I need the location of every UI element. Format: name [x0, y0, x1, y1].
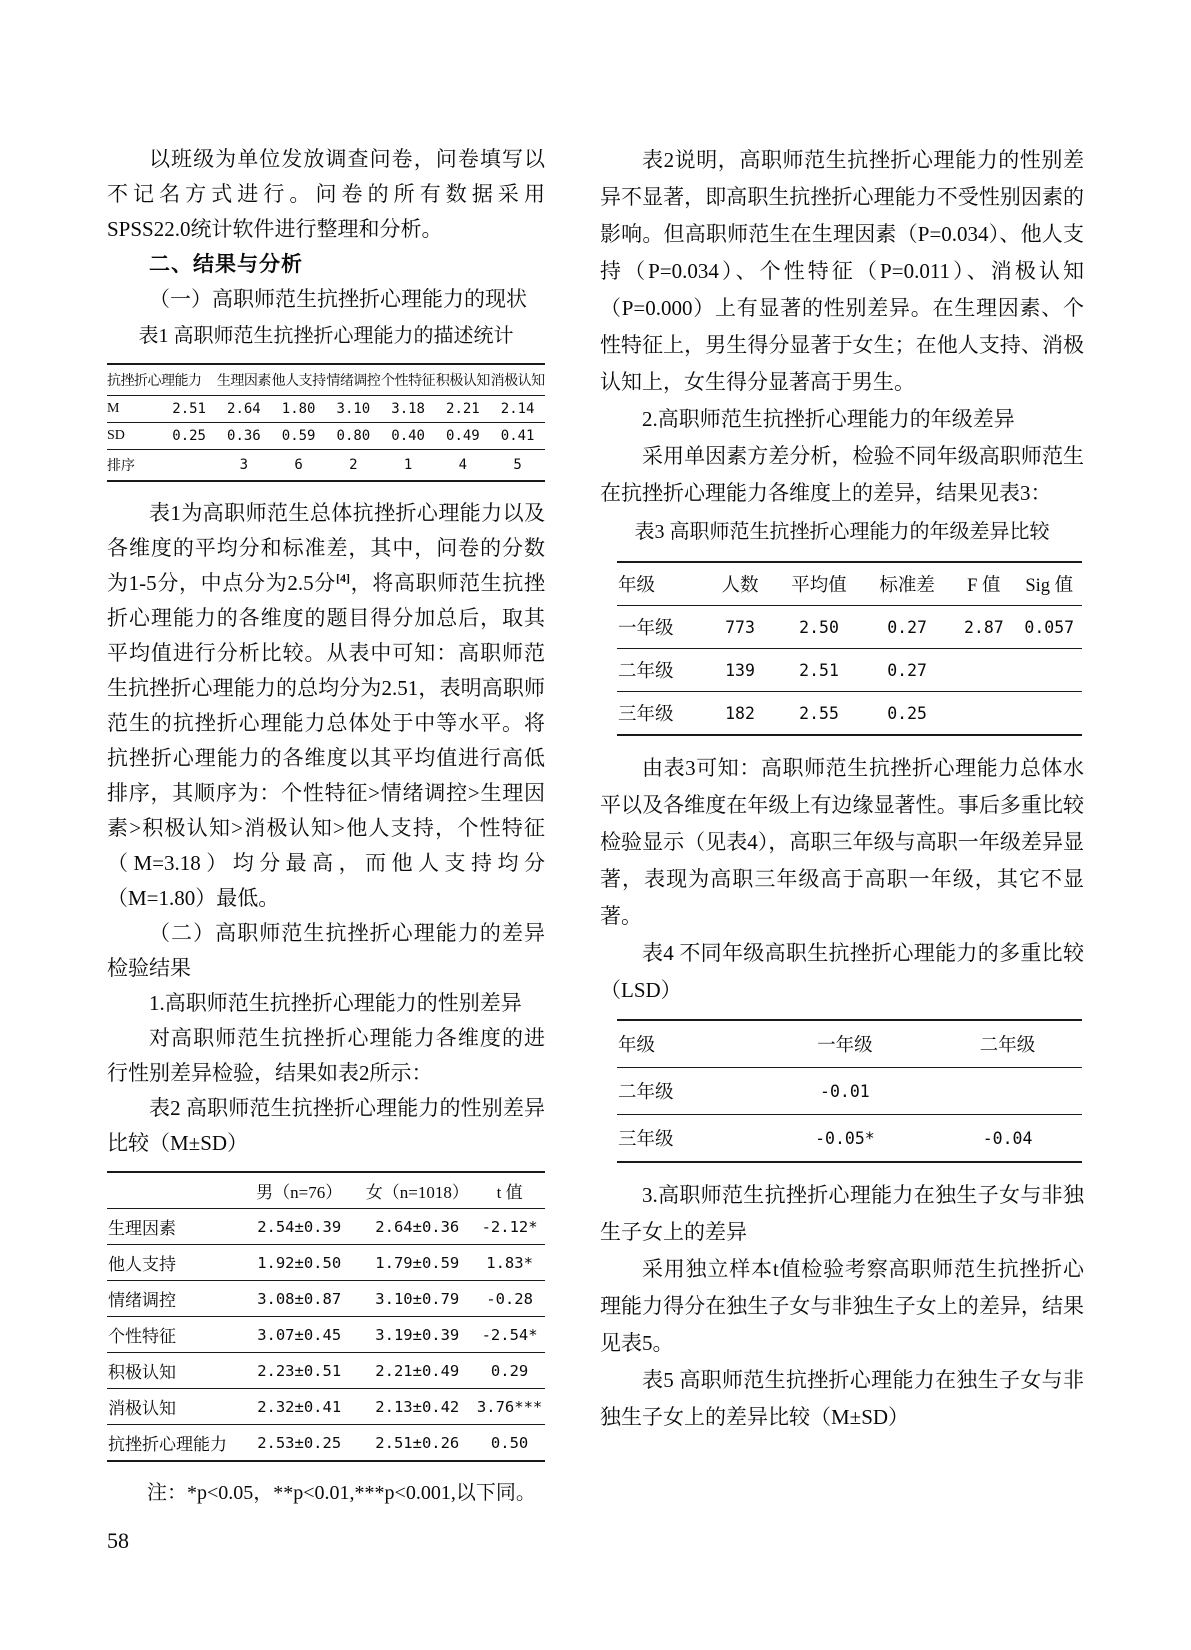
table2-caption: 表2 高职师范生抗挫折心理能力的性别差异比较（M±SD）: [107, 1096, 545, 1155]
text-segment: ，将高职师范生抗挫折心理能力的各维度的题目得分加总后，取其平均值进行分析比较。从表中可知：高职师范生抗挫折心理能力的总均分为2.51，表明高职师范生的抗挫折心理能力总体处于中等水平。将抗挫折心理能力的各维度以其平均值进行高低排序，其顺序为：个性特征>情绪调控>生理因素>积极认知>消极认知>他人支持，个性特征（M=3.18）均分最高，而他人支持均分（M=1.80）最低。: [107, 571, 545, 910]
table-header-row: [107, 364, 545, 396]
row-label: SD: [107, 423, 162, 450]
table-cell: 2.51±0.26: [360, 1425, 474, 1462]
table-cell: 0.25: [162, 423, 217, 450]
row-label: 三年级: [617, 1115, 757, 1163]
table-row: [107, 1425, 545, 1462]
column-header: 女（n=1018）: [360, 1172, 474, 1209]
left-column: [107, 142, 545, 1511]
citation-reference: [4]: [335, 571, 350, 585]
table-row: [617, 649, 1082, 692]
table-row: [107, 450, 545, 482]
table-cell: 2.14: [490, 396, 545, 423]
table-cell: -2.12*: [474, 1209, 545, 1245]
table-cell: 3.76***: [474, 1389, 545, 1425]
table-cell: 1.92±0.50: [238, 1245, 360, 1281]
column-header: 他人支持: [271, 364, 326, 396]
table-cell: 2.87: [951, 606, 1016, 649]
row-label: 二年级: [617, 649, 705, 692]
table4-lsd-multiple-comparison: [617, 1019, 1082, 1163]
table-row: [617, 692, 1082, 736]
table-row: [107, 1317, 545, 1353]
table-row: [107, 396, 545, 423]
column-header: 男（n=76）: [238, 1172, 360, 1209]
table-header-row: [107, 1172, 545, 1209]
right-column: [600, 142, 1084, 1436]
column-header: [107, 1172, 238, 1209]
subsection-heading-current-status: （一）高职师范生抗挫折心理能力的现状: [149, 287, 527, 311]
row-label: 他人支持: [107, 1245, 238, 1281]
paragraph-survey-method: 以班级为单位发放调查问卷，问卷填写以不记名方式进行。问卷的所有数据采用SPSS22.0统计软件进行整理和分析。: [107, 147, 545, 241]
column-header: 年级: [617, 562, 705, 606]
row-label: 三年级: [617, 692, 705, 736]
table-row: [107, 1353, 545, 1389]
row-label: 情绪调控: [107, 1281, 238, 1317]
row-label: 积极认知: [107, 1353, 238, 1389]
table-row: [107, 1209, 545, 1245]
table-cell: 3.08±0.87: [238, 1281, 360, 1317]
column-header: 人数: [705, 562, 775, 606]
item-heading-grade-difference: 2.高职师范生抗挫折心理能力的年级差异: [642, 407, 1015, 431]
table-cell: -0.28: [474, 1281, 545, 1317]
column-header: t 值: [474, 1172, 545, 1209]
table-cell: 0.29: [474, 1353, 545, 1389]
table-header-row: [617, 1020, 1082, 1068]
table-cell: [1017, 692, 1082, 736]
table-cell: 2.13±0.42: [360, 1389, 474, 1425]
table-cell: 0.25: [863, 692, 951, 736]
table-row: [107, 1389, 545, 1425]
column-header: 平均值: [775, 562, 863, 606]
table-cell: -0.04: [933, 1115, 1082, 1163]
row-label: 个性特征: [107, 1317, 238, 1353]
table5-caption: 表5 高职师范生抗挫折心理能力在独生子女与非独生子女上的差异比较（M±SD）: [600, 1368, 1084, 1429]
row-label: 一年级: [617, 606, 705, 649]
table1-caption: 表1 高职师范生抗挫折心理能力的描述统计: [138, 325, 514, 347]
table-cell: [951, 692, 1016, 736]
subsection-heading-difference-test: （二）高职师范生抗挫折心理能力的差异检验结果: [107, 921, 545, 980]
column-header: 抗挫折心理能力: [107, 364, 217, 396]
text-segment: 表1为高职师范生总体抗挫折心理能力以及各维度的平均分和标准差，其中，问卷的分数为1-5分，中点分为2.5分: [107, 501, 545, 595]
table-cell: 3.19±0.39: [360, 1317, 474, 1353]
table-cell: -2.54*: [474, 1317, 545, 1353]
table-row: [617, 1068, 1082, 1115]
item-heading-gender-difference: 1.高职师范生抗挫折心理能力的性别差异: [149, 991, 522, 1015]
significance-note: 注：*p<0.05，**p<0.01,***p<0.001,以下同。: [147, 1482, 536, 1504]
column-header: 消极认知: [490, 364, 545, 396]
table-cell: 773: [705, 606, 775, 649]
table-cell: 0.41: [490, 423, 545, 450]
table-cell: 5: [490, 450, 545, 482]
table-cell: [1017, 649, 1082, 692]
column-header: 标准差: [863, 562, 951, 606]
table-cell: 139: [705, 649, 775, 692]
table-cell: 3.18: [381, 396, 436, 423]
page-number: 58: [107, 1528, 129, 1553]
table-cell: 0.40: [381, 423, 436, 450]
column-header: Sig 值: [1017, 562, 1082, 606]
table-cell: 0.27: [863, 606, 951, 649]
paragraph-gender-test: 对高职师范生抗挫折心理能力各维度的进行性别差异检验，结果如表2所示：: [107, 1026, 545, 1085]
table-row: [107, 1281, 545, 1317]
table-cell: 4: [436, 450, 491, 482]
table-cell: 1.79±0.59: [360, 1245, 474, 1281]
table-cell: [162, 450, 217, 482]
section-heading-results: 二、结果与分析: [149, 253, 303, 276]
column-header: 积极认知: [436, 364, 491, 396]
table-row: [107, 1245, 545, 1281]
paragraph-table3-discussion: 由表3可知：高职师范生抗挫折心理能力总体水平以及各维度在年级上有边缘显著性。事后多重比较检验显示（见表4），高职三年级与高职一年级差异显著，表现为高职三年级高于高职一年级，其它不显著。: [600, 756, 1084, 928]
paragraph-grade-anova: 采用单因素方差分析，检验不同年级高职师范生在抗挫折心理能力各维度上的差异，结果见表3：: [600, 444, 1084, 505]
table-cell: 2.54±0.39: [238, 1209, 360, 1245]
table-row: [617, 1115, 1082, 1163]
table-row: [617, 606, 1082, 649]
column-header: 二年级: [933, 1020, 1082, 1068]
column-header: 一年级: [757, 1020, 933, 1068]
table-cell: -0.05*: [757, 1115, 933, 1163]
table-cell: 0.057: [1017, 606, 1082, 649]
table-cell: 0.27: [863, 649, 951, 692]
table-cell: 2.50: [775, 606, 863, 649]
table-cell: 2.23±0.51: [238, 1353, 360, 1389]
row-label: 二年级: [617, 1068, 757, 1115]
table-cell: 3.07±0.45: [238, 1317, 360, 1353]
row-label: 生理因素: [107, 1209, 238, 1245]
table-cell: 0.49: [436, 423, 491, 450]
table-cell: 2.51: [162, 396, 217, 423]
table-cell: 1.83*: [474, 1245, 545, 1281]
table-cell: 182: [705, 692, 775, 736]
table-cell: 1.80: [271, 396, 326, 423]
table1-descriptive-statistics: [107, 363, 545, 482]
column-header: 情绪调控: [326, 364, 381, 396]
table-cell: 2.51: [775, 649, 863, 692]
table-cell: 2.21: [436, 396, 491, 423]
row-label: 抗挫折心理能力: [107, 1425, 238, 1462]
table3-caption: 表3 高职师范生抗挫折心理能力的年级差异比较: [634, 521, 1050, 543]
table-cell: 2.32±0.41: [238, 1389, 360, 1425]
table-cell: 0.50: [474, 1425, 545, 1462]
table-cell: 2: [326, 450, 381, 482]
item-heading-only-child-difference: 3.高职师范生抗挫折心理能力在独生子女与非独生子女上的差异: [600, 1183, 1084, 1244]
table4-caption: 表4 不同年级高职生抗挫折心理能力的多重比较（LSD）: [600, 941, 1084, 1002]
table-cell: 2.21±0.49: [360, 1353, 474, 1389]
column-header: 年级: [617, 1020, 757, 1068]
column-header: 个性特征: [381, 364, 436, 396]
paragraph-only-child-ttest: 采用独立样本t值检验考察高职师范生抗挫折心理能力得分在独生子女与非独生子女上的差异，结果见表5。: [600, 1257, 1084, 1355]
table-cell: 3.10±0.79: [360, 1281, 474, 1317]
table-cell: 1: [381, 450, 436, 482]
table-row: [107, 423, 545, 450]
table-header-row: [617, 562, 1082, 606]
paragraph-table1-analysis: [107, 496, 545, 916]
table-cell: 2.64±0.36: [360, 1209, 474, 1245]
table-cell: 0.36: [217, 423, 272, 450]
row-label: 排序: [107, 450, 162, 482]
column-header: F 值: [951, 562, 1016, 606]
table3-grade-comparison: [617, 561, 1082, 736]
table-cell: [951, 649, 1016, 692]
table-cell: 0.59: [271, 423, 326, 450]
row-label: M: [107, 396, 162, 423]
column-header: 生理因素: [217, 364, 272, 396]
table2-gender-comparison: [107, 1171, 545, 1462]
row-label: 消极认知: [107, 1389, 238, 1425]
table-cell: 2.55: [775, 692, 863, 736]
table-cell: 6: [271, 450, 326, 482]
table-cell: 0.80: [326, 423, 381, 450]
table-cell: [933, 1068, 1082, 1115]
table-cell: 2.64: [217, 396, 272, 423]
table-cell: 2.53±0.25: [238, 1425, 360, 1462]
table-cell: 3.10: [326, 396, 381, 423]
table-cell: 3: [217, 450, 272, 482]
table-cell: -0.01: [757, 1068, 933, 1115]
paragraph-table2-discussion: 表2说明，高职师范生抗挫折心理能力的性别差异不显著，即高职生抗挫折心理能力不受性别因素的影响。但高职师范生在生理因素（P=0.034）、他人支持（P=0.034）、个性特征（P=0.011）、消极认知（P=0.000）上有显著的性别差异。在生理因素、个性特征上，男生得分显著于女生；在他人支持、消极认知上，女生得分显著高于男生。: [600, 148, 1084, 394]
